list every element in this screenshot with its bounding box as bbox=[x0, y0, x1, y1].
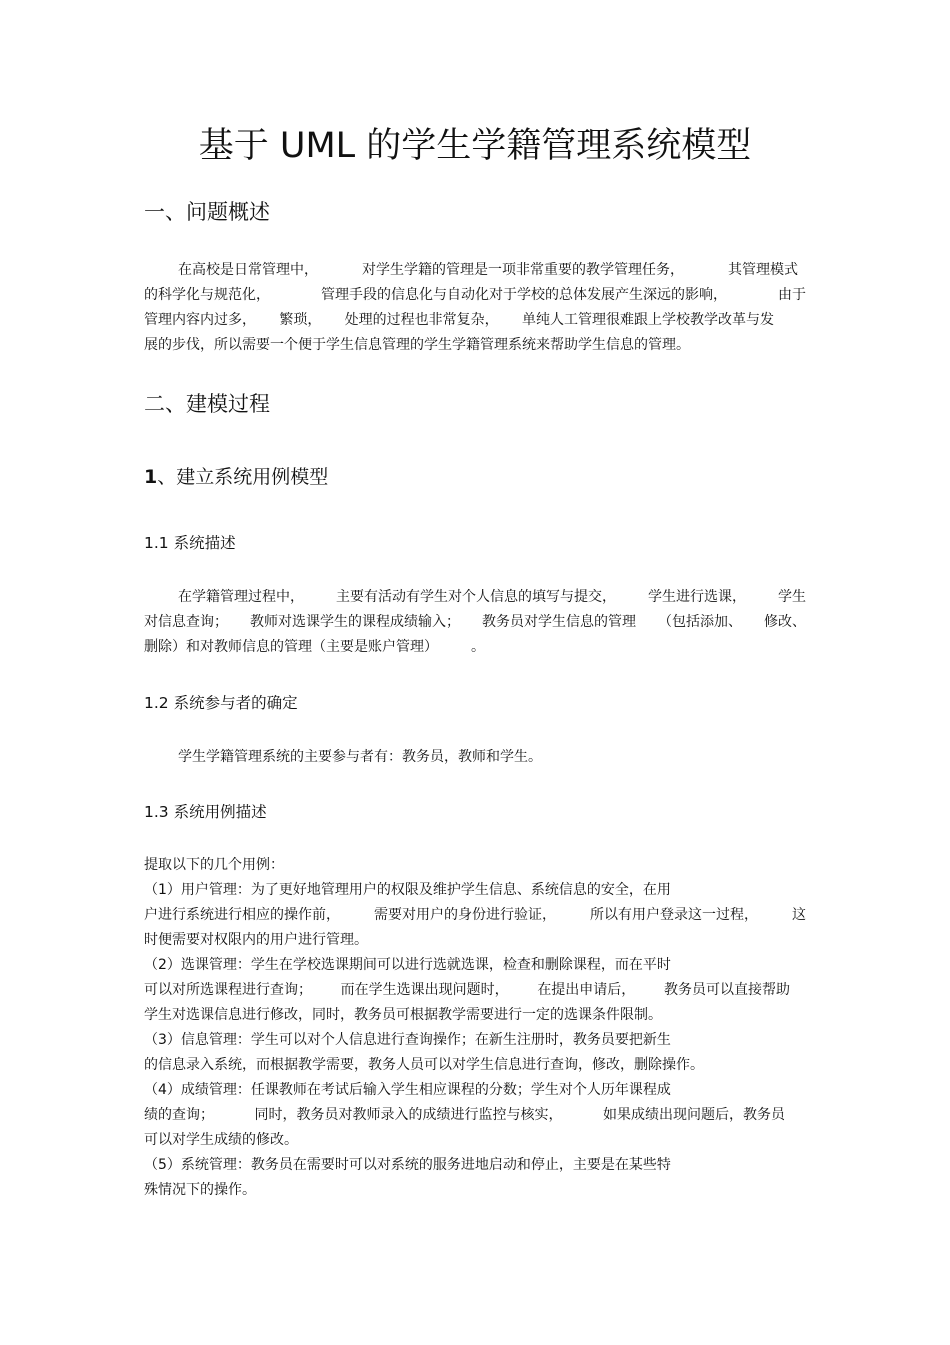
use-case-system-management: （5）系统管理：教务员在需要时可以对系统的服务进地启动和停止，主要是在某些特 bbox=[144, 1157, 671, 1173]
subsection-heading-system-description: 1.1 系统描述 bbox=[144, 534, 236, 552]
text-line: 时便需要对权限内的用户进行管理。 bbox=[144, 932, 368, 948]
text-span: 而在学生选课出现问题时， bbox=[340, 982, 509, 998]
text-span: 修改、 bbox=[764, 614, 806, 630]
text-span: 教务员对学生信息的管理 bbox=[482, 614, 636, 630]
text-span: 绩的查询； bbox=[144, 1107, 214, 1123]
text-span: 需要对用户的身份进行验证， bbox=[374, 907, 556, 923]
subsection-heading-actors: 1.2 系统参与者的确定 bbox=[144, 694, 298, 712]
text-span: 的科学化与规范化， bbox=[144, 287, 270, 303]
text-span: 其管理模式 bbox=[728, 262, 798, 278]
text-line bbox=[144, 286, 806, 304]
text-span: 可以对所选课程进行查询； bbox=[144, 982, 312, 998]
use-case-course-selection: （2）选课管理：学生在学校选课期间可以进行选就选课，检查和删除课程，而在平时 bbox=[144, 957, 671, 973]
text-span: 在学籍管理过程中， bbox=[178, 589, 304, 605]
text-span: 处理的过程也非常复杂， bbox=[344, 312, 499, 328]
text-span: 单纯人工管理很难跟上学校教学改革与发 bbox=[521, 312, 774, 328]
text-line bbox=[144, 638, 485, 656]
section-heading-problem-overview: 一、问题概述 bbox=[144, 200, 270, 224]
text-line: 的信息录入系统，而根据教学需要，教务人员可以对学生信息进行查询，修改，删除操作。 bbox=[144, 1057, 704, 1073]
section-heading-modeling-process: 二、建模过程 bbox=[144, 392, 270, 416]
text-line bbox=[144, 906, 806, 924]
subsection-heading-use-case-description: 1.3 系统用例描述 bbox=[144, 803, 267, 821]
text-span: 学生 bbox=[778, 589, 806, 605]
text-span: 教师对选课学生的课程成绩输入； bbox=[250, 614, 460, 630]
text-span: 主要有活动有学生对个人信息的填写与提交， bbox=[336, 589, 616, 605]
use-case-user-management: （1）用户管理：为了更好地管理用户的权限及维护学生信息、系统信息的安全，在用 bbox=[144, 882, 671, 898]
use-case-grade-management: （4）成绩管理：任课教师在考试后输入学生相应课程的分数；学生对个人历年课程成 bbox=[144, 1082, 671, 1098]
text-line: 可以对学生成绩的修改。 bbox=[144, 1132, 298, 1148]
actors-paragraph: 学生学籍管理系统的主要参与者有：教务员，教师和学生。 bbox=[178, 749, 542, 765]
text-span: 学生进行选课， bbox=[648, 589, 746, 605]
text-span: 在高校是日常管理中， bbox=[178, 262, 318, 278]
heading-text: 、建立系统用例模型 bbox=[157, 466, 329, 488]
text-span: 由于 bbox=[778, 287, 806, 303]
text-line: 提取以下的几个用例： bbox=[144, 857, 284, 873]
text-span: 对信息查询； bbox=[144, 614, 228, 630]
text-span: 这 bbox=[792, 907, 806, 923]
text-span: 繁琐， bbox=[279, 312, 322, 328]
text-span: 同时，教务员对教师录入的成绩进行监控与核实， bbox=[254, 1107, 563, 1123]
text-line bbox=[178, 261, 798, 279]
text-line bbox=[144, 613, 806, 631]
text-line: 殊情况下的操作。 bbox=[144, 1182, 256, 1198]
text-line bbox=[144, 311, 774, 329]
text-span: 。 bbox=[471, 639, 485, 655]
text-span: 如果成绩出现问题后，教务员 bbox=[603, 1107, 785, 1123]
text-span: 户进行系统进行相应的操作前， bbox=[144, 907, 340, 923]
text-line bbox=[144, 981, 790, 999]
text-line: 学生对选课信息进行修改，同时，教务员可根据教学需要进行一定的选课条件限制。 bbox=[144, 1007, 662, 1023]
text-span: 对学生学籍的管理是一项非常重要的教学管理任务， bbox=[362, 262, 684, 278]
text-line: 展的步伐，所以需要一个便于学生信息管理的学生学籍管理系统来帮助学生信息的管理。 bbox=[144, 337, 690, 353]
text-span: 在提出申请后， bbox=[537, 982, 636, 998]
subsection-heading-use-case-model bbox=[144, 464, 328, 490]
use-case-info-management: （3）信息管理：学生可以对个人信息进行查询操作；在新生注册时，教务员要把新生 bbox=[144, 1032, 671, 1048]
heading-number: 1 bbox=[144, 466, 158, 488]
text-line bbox=[144, 1106, 785, 1124]
text-line bbox=[178, 588, 806, 606]
text-span: （包括添加、 bbox=[658, 614, 742, 630]
text-span: 管理手段的信息化与自动化对于学校的总体发展产生深远的影响， bbox=[321, 287, 727, 303]
text-span: 所以有用户登录这一过程， bbox=[590, 907, 758, 923]
page-title: 基于 UML 的学生学籍管理系统模型 bbox=[198, 126, 752, 166]
text-span: 删除）和对教师信息的管理（主要是账户管理） bbox=[144, 639, 431, 655]
text-span: 教务员可以直接帮助 bbox=[663, 982, 790, 998]
text-span: 管理内容内过多， bbox=[144, 312, 256, 328]
